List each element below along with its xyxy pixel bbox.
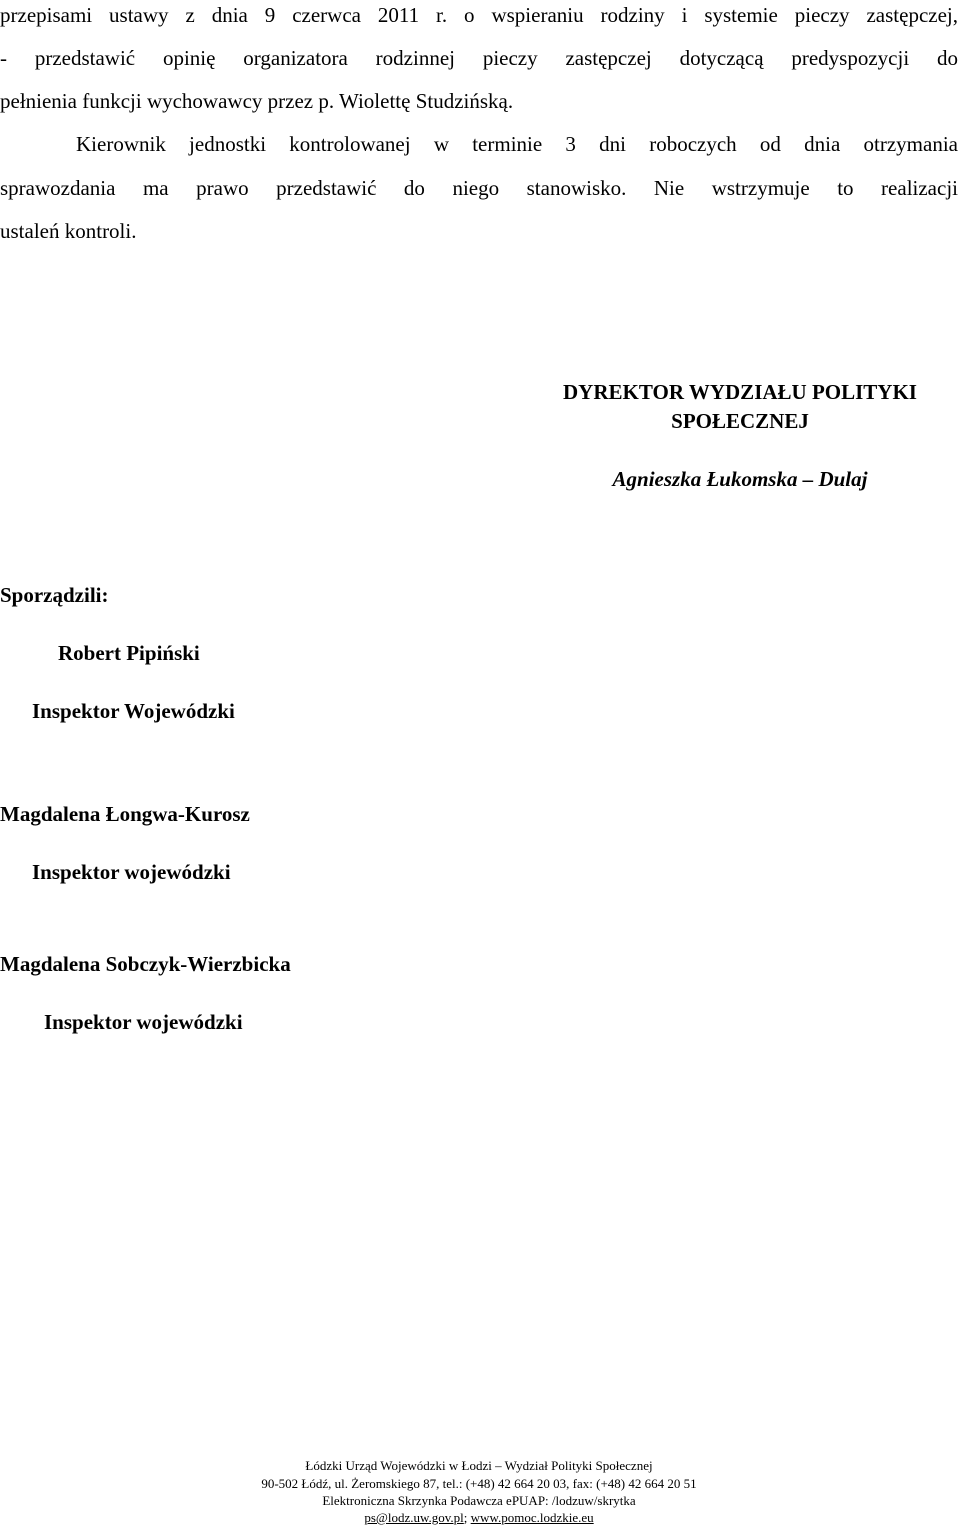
footer-email-link[interactable]: ps@lodz.uw.gov.pl (364, 1510, 464, 1525)
footer-contact-links (200, 1509, 758, 1527)
paragraph-2-line-2: sprawozdania ma prawo przedstawić do niego stanowisko. Nie wstrzymuje to realizacji (0, 176, 958, 200)
paragraph-1-line-3: pełnienia funkcji wychowawcy przez p. Wiolettę Studzińską. (0, 89, 514, 113)
paragraph-1-line-2: - przedstawić opinię organizatora rodzinnej pieczy zastępczej dotyczącą predyspozycji do (0, 46, 958, 70)
footer-address: 90-502 Łódź, ul. Żeromskiego 87, tel.: (+48) 42 664 20 03, fax: (+48) 42 664 20 51 (261, 1476, 697, 1491)
preparer-role: Inspektor wojewódzki (32, 860, 231, 884)
footer-epuap: Elektroniczna Skrzynka Podawcza ePUAP: /lodzuw/skrytka (322, 1493, 636, 1508)
preparer-name: Magdalena Łongwa-Kurosz (0, 802, 250, 826)
preparer-name: Robert Pipiński (58, 641, 200, 665)
director-name: Agnieszka Łukomska – Dulaj (612, 467, 868, 491)
footer-separator: ; (463, 1510, 468, 1525)
paragraph-2-line-3: ustaleń kontroli. (0, 219, 137, 243)
preparer-role: Inspektor wojewódzki (44, 1010, 243, 1034)
director-title-line-1: DYREKTOR WYDZIAŁU POLITYKI (563, 380, 917, 404)
prepared-by-label: Sporządzili: (0, 583, 109, 607)
preparer-role: Inspektor Wojewódzki (32, 699, 235, 723)
paragraph-2-line-1: Kierownik jednostki kontrolowanej w terminie 3 dni roboczych od dnia otrzymania (76, 132, 958, 156)
paragraph-1-line-1: przepisami ustawy z dnia 9 czerwca 2011 r. o wspieraniu rodziny i systemie pieczy zastępczej, (0, 3, 958, 27)
footer-office-name: Łódzki Urząd Wojewódzki w Łodzi – Wydział Polityki Społecznej (305, 1458, 653, 1473)
footer-website-link[interactable]: www.pomoc.lodzkie.eu (470, 1510, 594, 1525)
director-title-line-2: SPOŁECZNEJ (671, 409, 809, 433)
preparer-name: Magdalena Sobczyk-Wierzbicka (0, 952, 291, 976)
